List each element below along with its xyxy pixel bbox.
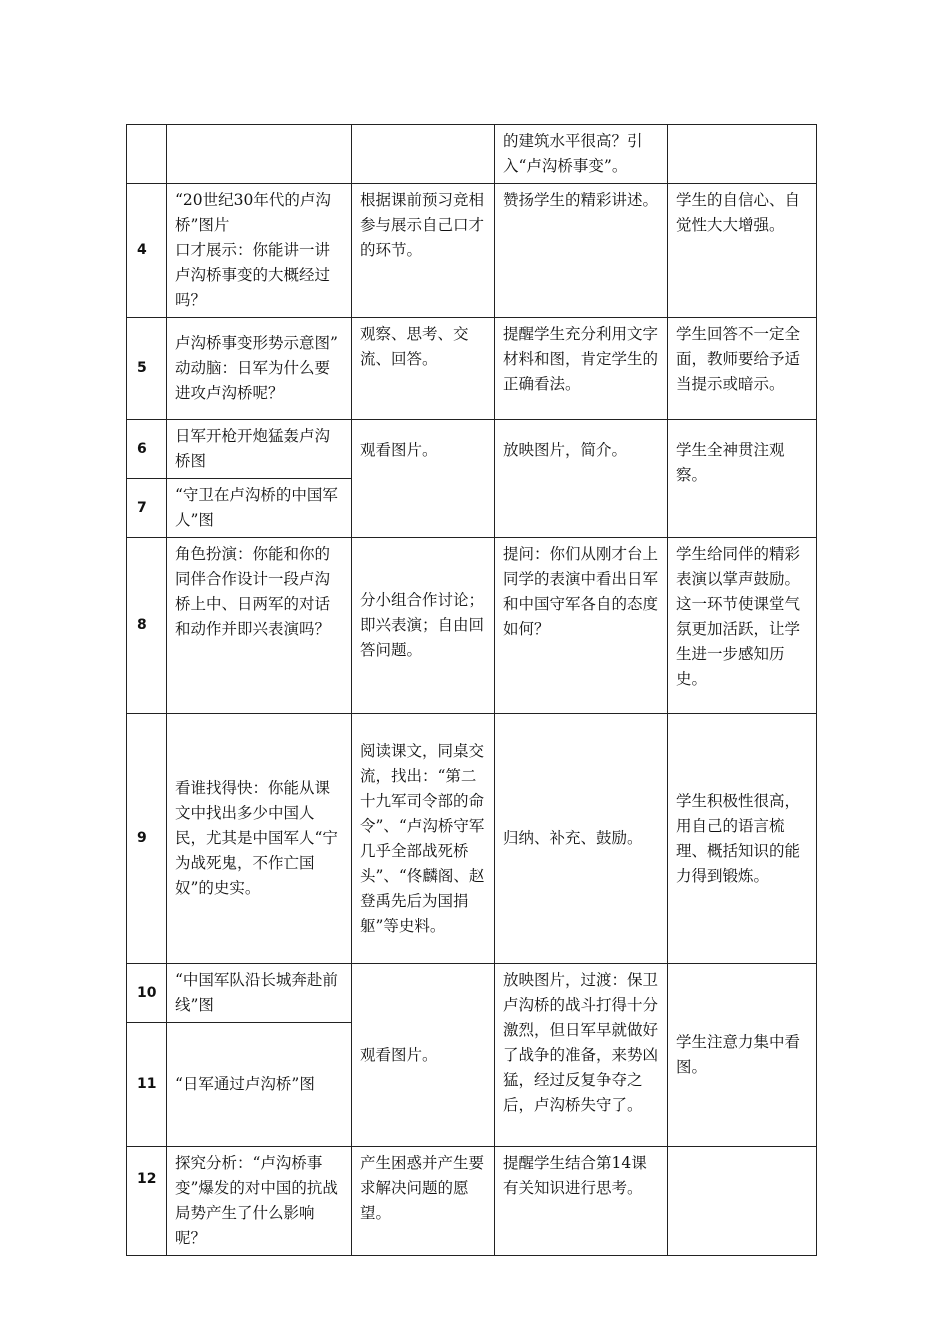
student-activity-cell: 根据课前预习竞相参与展示自己口才的环节。	[352, 184, 495, 318]
table-row	[127, 1147, 817, 1256]
activity-cell: 卢沟桥事变形势示意图” 动动脑：日军为什么要进攻卢沟桥呢？	[167, 318, 352, 420]
table-row	[127, 714, 817, 964]
notes-cell: 学生给同伴的精彩表演以掌声鼓励。 这一环节使课堂气氛更加活跃，让学生进一步感知历史。	[668, 538, 817, 714]
row-number-cell: 4	[127, 184, 167, 318]
teacher-activity-cell: 提醒学生结合第14课有关知识进行思考。	[495, 1147, 668, 1256]
teacher-activity-cell: 赞扬学生的精彩讲述。	[495, 184, 668, 318]
activity-cell: 看谁找得快：你能从课文中找出多少中国人民，尤其是中国军人“宁为战死鬼，不作亡国奴”的史实。	[167, 714, 352, 964]
activity-cell: 角色扮演：你能和你的同伴合作设计一段卢沟桥上中、日两军的对话和动作并即兴表演吗？	[167, 538, 352, 714]
teacher-activity-cell: 的建筑水平很高？引入“卢沟桥事变”。	[495, 125, 668, 184]
student-activity-cell: 产生困惑并产生要求解决问题的愿望。	[352, 1147, 495, 1256]
activity-cell: “守卫在卢沟桥的中国军人”图	[167, 479, 352, 538]
notes-cell: 学生注意力集中看图。	[668, 964, 817, 1147]
activity-cell: “20世纪30年代的卢沟桥”图片 口才展示：你能讲一讲卢沟桥事变的大概经过吗？	[167, 184, 352, 318]
notes-cell: 学生回答不一定全面，教师要给予适当提示或暗示。	[668, 318, 817, 420]
row-number-cell	[127, 125, 167, 184]
row-number-cell: 7	[127, 479, 167, 538]
lesson-plan-table	[126, 124, 817, 1256]
activity-cell: “中国军队沿长城奔赴前线”图	[167, 964, 352, 1023]
activity-cell	[167, 125, 352, 184]
student-activity-cell	[352, 125, 495, 184]
teacher-activity-cell: 提问：你们从刚才台上同学的表演中看出日军和中国守军各自的态度如何？	[495, 538, 668, 714]
table-row	[127, 420, 817, 479]
teacher-activity-cell: 放映图片，过渡：保卫卢沟桥的战斗打得十分激烈，但日军早就做好了战争的准备，来势凶猛，经过反复争夺之后，卢沟桥失守了。	[495, 964, 668, 1147]
student-activity-cell: 观看图片。	[352, 420, 495, 538]
teacher-activity-cell: 归纳、补充、鼓励。	[495, 714, 668, 964]
table-row	[127, 184, 817, 318]
row-number-cell: 6	[127, 420, 167, 479]
student-activity-cell: 分小组合作讨论；即兴表演；自由回答问题。	[352, 538, 495, 714]
table-row	[127, 318, 817, 420]
row-number-cell: 8	[127, 538, 167, 714]
student-activity-cell: 观察、思考、交流、回答。	[352, 318, 495, 420]
row-number-cell: 5	[127, 318, 167, 420]
student-activity-cell: 观看图片。	[352, 964, 495, 1147]
student-activity-cell: 阅读课文，同桌交流，找出：“第二十九军司令部的命令”、“卢沟桥守军几乎全部战死桥头”、“佟麟阁、赵登禹先后为国捐躯”等史料。	[352, 714, 495, 964]
teacher-activity-cell: 放映图片，简介。	[495, 420, 668, 538]
row-number-cell: 9	[127, 714, 167, 964]
table-row	[127, 125, 817, 184]
activity-cell: 探究分析：“卢沟桥事变”爆发的对中国的抗战局势产生了什么影响呢？	[167, 1147, 352, 1256]
notes-cell: 学生的自信心、自觉性大大增强。	[668, 184, 817, 318]
notes-cell	[668, 125, 817, 184]
row-number-cell: 10	[127, 964, 167, 1023]
notes-cell: 学生积极性很高，用自己的语言梳理、概括知识的能力得到锻炼。	[668, 714, 817, 964]
notes-cell	[668, 1147, 817, 1256]
table-row	[127, 538, 817, 714]
teacher-activity-cell: 提醒学生充分利用文字材料和图，肯定学生的正确看法。	[495, 318, 668, 420]
activity-cell: “日军通过卢沟桥”图	[167, 1023, 352, 1147]
table-row	[127, 964, 817, 1023]
row-number-cell: 11	[127, 1023, 167, 1147]
activity-cell: 日军开枪开炮猛轰卢沟桥图	[167, 420, 352, 479]
row-number-cell: 12	[127, 1147, 167, 1256]
notes-cell: 学生全神贯注观察。	[668, 420, 817, 538]
